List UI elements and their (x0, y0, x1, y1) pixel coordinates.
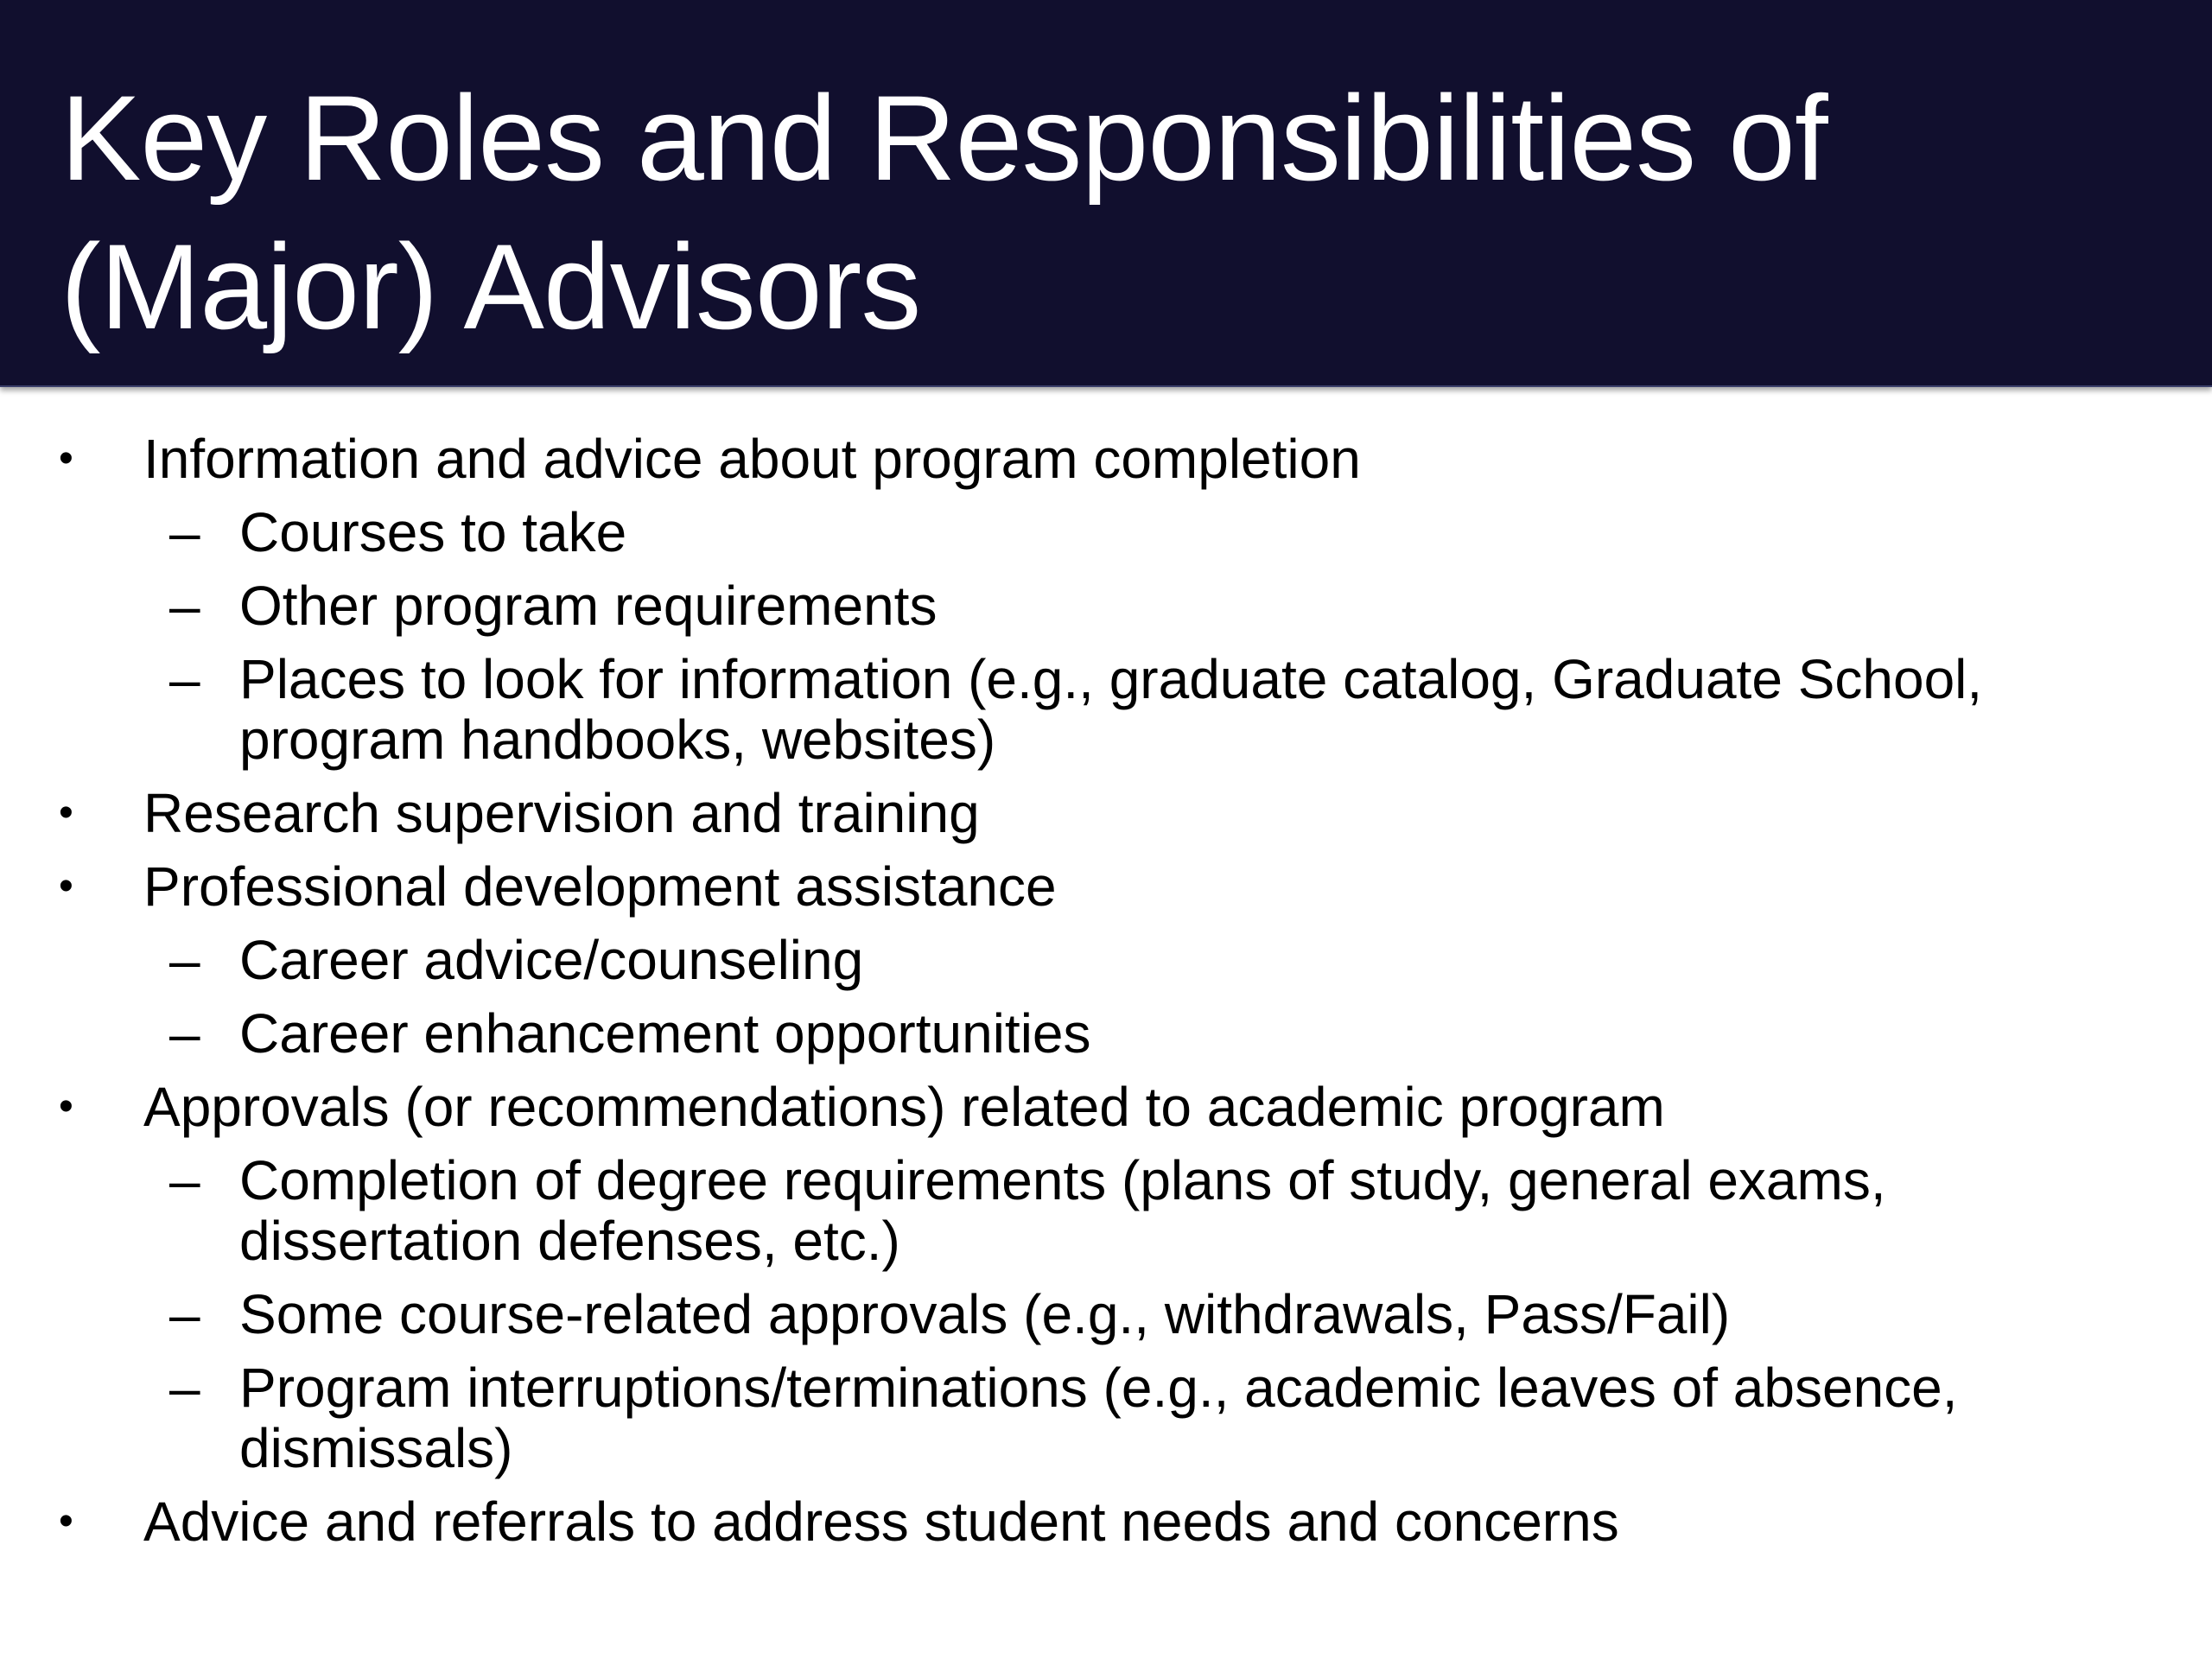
bullet-marker: • (59, 790, 73, 836)
bullet-text: Advice and referrals to address student needs and concerns (143, 1491, 1619, 1553)
sub-bullet-text: Some course-related approvals (e.g., withdrawals, Pass/Fail) (239, 1283, 1731, 1345)
sub-bullet-item (0, 1003, 2212, 1064)
sub-bullet-item (0, 575, 2212, 636)
sub-bullet-item (0, 649, 2212, 770)
sub-bullet-marker: – (169, 575, 200, 637)
sub-bullet-text: Courses to take (239, 501, 627, 563)
bullet-text: Information and advice about program completion (143, 428, 1361, 490)
bullet-item (0, 783, 2212, 843)
bullet-marker: • (59, 863, 73, 909)
sub-bullet-item (0, 1357, 2212, 1478)
sub-bullet-marker: – (169, 1149, 200, 1211)
bullet-marker: • (59, 1084, 73, 1129)
sub-bullet-text: Career enhancement opportunities (239, 1002, 1091, 1065)
sub-bullet-marker: – (169, 1357, 200, 1419)
sub-bullet-item (0, 1284, 2212, 1344)
bullet-marker: • (59, 1498, 73, 1544)
bullet-text: Professional development assistance (143, 855, 1057, 918)
sub-bullet-item (0, 1150, 2212, 1271)
slide-title: Key Roles and Responsibilities of (Major) Advisors (60, 70, 1827, 354)
bullet-item (0, 1077, 2212, 1137)
bullet-item (0, 856, 2212, 917)
sub-bullet-marker: – (169, 648, 200, 710)
sub-bullet-text: Other program requirements (239, 575, 938, 637)
bullet-list (0, 429, 2212, 1565)
sub-bullet-text: Places to look for information (e.g., graduate catalog, Graduate School, program handbooks, websites) (239, 648, 1983, 771)
sub-bullet-item (0, 930, 2212, 990)
sub-bullet-marker: – (169, 1002, 200, 1065)
bullet-item (0, 1491, 2212, 1552)
sub-bullet-item (0, 502, 2212, 563)
sub-bullet-marker: – (169, 929, 200, 991)
sub-bullet-marker: – (169, 1283, 200, 1345)
sub-bullet-text: Program interruptions/terminations (e.g., academic leaves of absence, dismissals) (239, 1357, 1958, 1479)
sub-bullet-text: Completion of degree requirements (plans of study, general exams, dissertation defenses, etc.) (239, 1149, 1886, 1272)
bullet-text: Approvals (or recommendations) related to academic program (143, 1076, 1665, 1138)
sub-bullet-marker: – (169, 501, 200, 563)
bullet-text: Research supervision and training (143, 782, 980, 844)
title-bar (0, 0, 2212, 387)
bullet-marker: • (59, 435, 73, 481)
bullet-item (0, 429, 2212, 489)
sub-bullet-text: Career advice/counseling (239, 929, 864, 991)
